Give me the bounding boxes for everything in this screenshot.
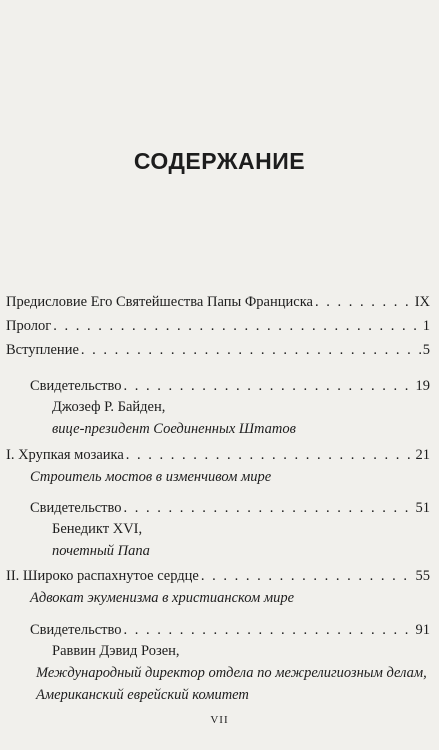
toc-entry-prologue	[6, 318, 430, 335]
toc-testimony-role: вице-президент Соединенных Штатов	[52, 421, 296, 437]
toc-testimony-role: Американский еврейский комитет	[36, 687, 249, 703]
toc-entry-label: Вступление	[6, 342, 79, 358]
toc-page-number: 21	[415, 447, 430, 463]
toc-leader-dots	[123, 378, 413, 395]
toc-testimony-role: Международный директор отдела по межрелигиозным делам,	[36, 665, 427, 681]
toc-entry-testimony-2	[30, 500, 430, 517]
toc-entry-label: Свидетельство	[30, 378, 122, 394]
toc-leader-dots	[201, 568, 414, 585]
toc-page-number: 91	[415, 622, 430, 638]
toc-entry-label: I. Хрупкая мозаика	[6, 447, 124, 463]
toc-page-number: IX	[414, 294, 430, 310]
toc-leader-dots	[315, 294, 413, 311]
toc-entry-label: Предисловие Его Святейшества Папы Франциска	[6, 294, 313, 310]
toc-page-number: 5	[422, 342, 430, 358]
toc-chapter-subtitle: Строитель мостов в изменчивом мире	[30, 469, 272, 485]
toc-leader-dots	[126, 447, 414, 464]
toc-chapter-subtitle: Адвокат экуменизма в христианском мире	[30, 590, 295, 606]
toc-page-number: 51	[415, 500, 430, 516]
toc-entry-testimony-3	[30, 622, 430, 639]
toc-entry-chapter-1	[6, 447, 430, 464]
toc-leader-dots	[123, 622, 413, 639]
toc-entry-label: Пролог	[6, 318, 52, 334]
toc-entry-testimony-1	[30, 378, 430, 395]
toc-testimony-author: Раввин Дэвид Розен,	[52, 643, 180, 659]
toc-leader-dots	[123, 500, 413, 517]
toc-page-number: 19	[415, 378, 430, 394]
page-folio: VII	[210, 714, 229, 726]
page-title: СОДЕРЖАНИЕ	[133, 148, 306, 174]
toc-testimony-author: Джозеф Р. Байден,	[52, 399, 166, 415]
toc-entry-chapter-2	[6, 568, 430, 585]
toc-entry-introduction	[6, 342, 430, 359]
toc-entry-preface	[6, 294, 430, 311]
toc-leader-dots	[53, 318, 421, 335]
toc-page-number: 1	[422, 318, 430, 334]
toc-entry-label: Свидетельство	[30, 622, 122, 638]
toc-testimony-role: почетный Папа	[52, 543, 150, 559]
toc-leader-dots	[81, 342, 421, 359]
toc-testimony-author: Бенедикт XVI,	[52, 521, 143, 537]
toc-entry-label: II. Широко распахнутое сердце	[6, 568, 199, 584]
toc-page-number: 55	[415, 568, 430, 584]
toc-entry-label: Свидетельство	[30, 500, 122, 516]
